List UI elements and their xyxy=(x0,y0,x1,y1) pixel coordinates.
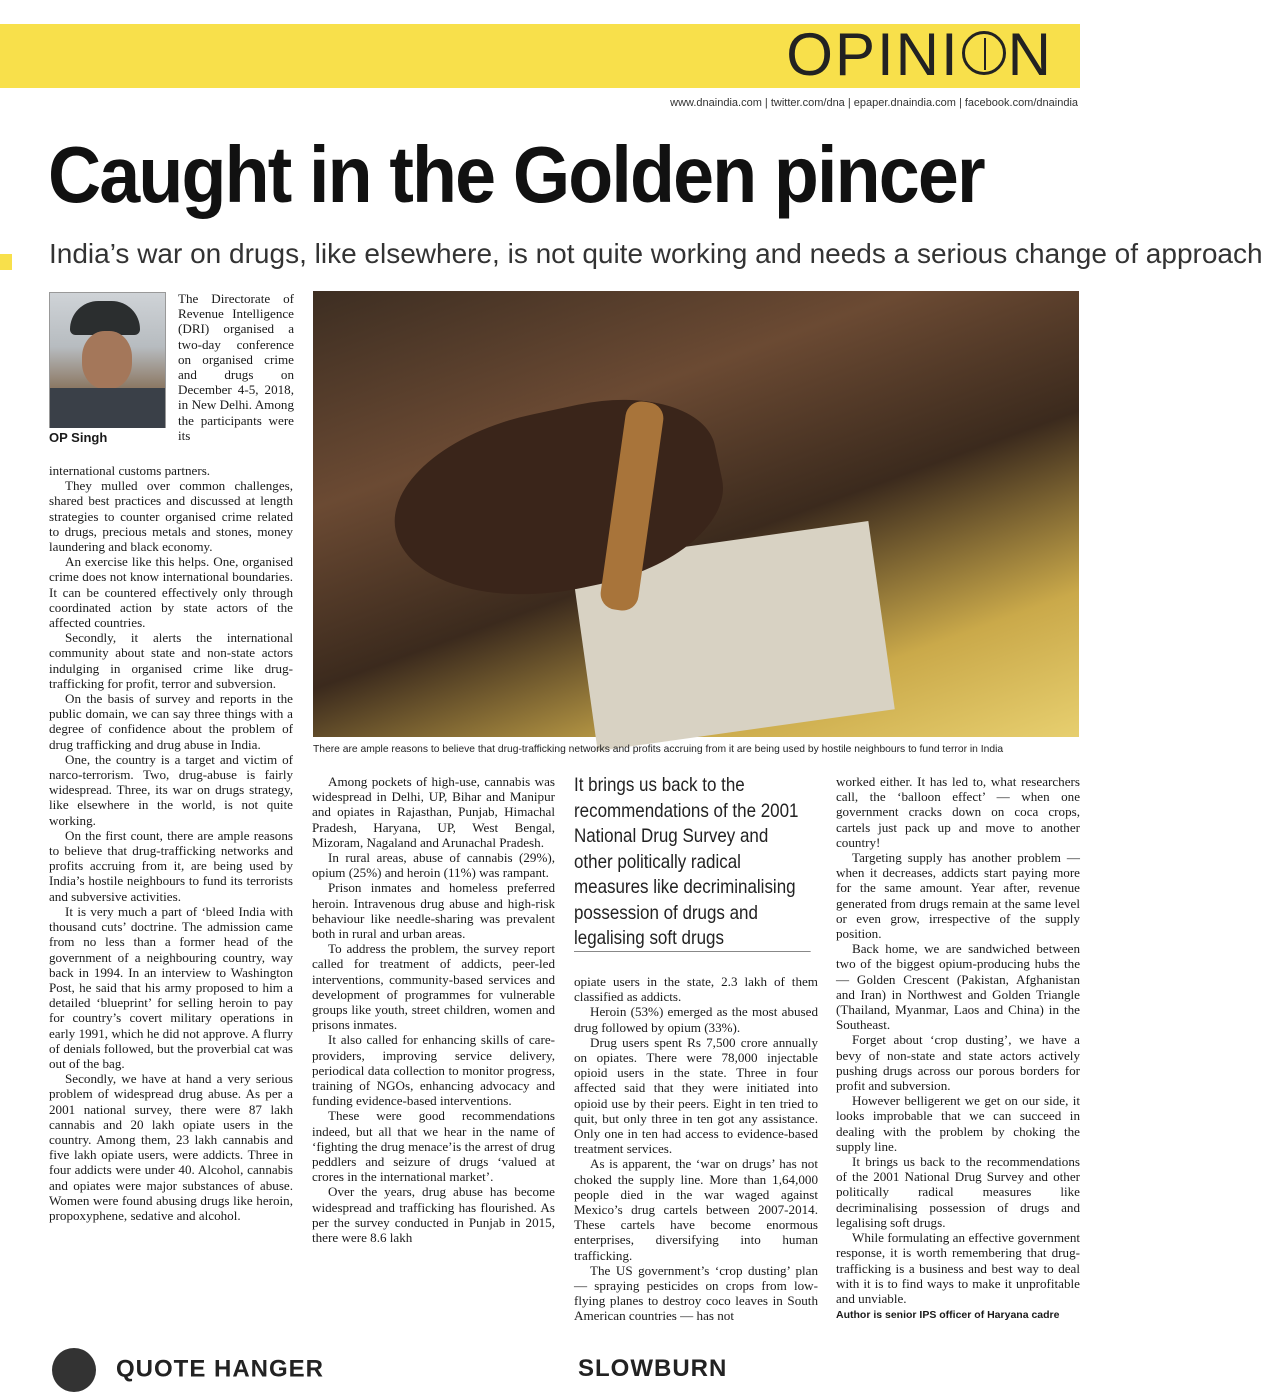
side-marker xyxy=(0,254,12,270)
photo-caption: There are ample reasons to believe that drug-trafficking networks and profits accruing from it are being used by hostile neighbours to fund terror in India xyxy=(313,744,1004,755)
brain-icon xyxy=(962,31,1006,75)
article-column-2: Among pockets of high-use, cannabis was widespread in Delhi, UP, Bihar and Manipur and opiates in Rajasthan, Punjab, Himachal Pradesh, Haryana, UP, West Bengal, Mizoram, Nagaland and Arunachal Pradesh. In rural areas, abuse of cannabis (29%), opium (25%) and heroin (11%) was rampant. Prison inmates and homeless preferred heroin. Intravenous drug abuse and high-risk behaviour like needle-sharing was prevalent both in rural and urban areas. To address the problem, the survey report called for treatment of addicts, peer-led interventions, community-based services and development of programmes for vulnerable groups like youth, street children, women and prisons inmates. It also called for enhancing skills of care-providers, improving service delivery, periodical data collection to monitor progress, training of NGOs, enhancing advocacy and funding evidence-based interventions. These were good recommendations indeed, but all that we hear in the name of ‘fighting the drug menace’is the arrest of drug peddlers and seizure of drugs ‘valued at crores in the international market’. Over the years, drug abuse has become widespread and trafficking has flourished. As per the survey conducted in Punjab in 2015, there were 8.6 lakh xyxy=(312,774,555,1246)
footer-quote-hanger: QUOTE HANGER xyxy=(52,1348,324,1392)
article-intro: The Directorate of Revenue Intelligence (DRI) organised a two-day conference on organised crime and drugs on December 4-5, 2018, in New Delhi. Among the participants were its xyxy=(178,291,294,443)
author-photo xyxy=(49,292,166,428)
pull-quote: It brings us back to the recommendations of the 2001 National Drug Survey and other politically radical measures like decriminalising possession of drugs and legalising soft drugs xyxy=(574,773,811,952)
article-column-4: worked either. It has led to, what researchers call, the ‘balloon effect’ — when one government cracks down on coca crops, cartels just pack up and move to another country! Targeting supply has another problem — when it decreases, addicts start paying more for the same amount. Year after, revenue generated from drugs remain at the same level or even grow, irrespective of the supply position. Back home, we are sandwiched between two of the biggest opium-producing hubs the — Golden Crescent (Pakistan, Afghanistan and Iran) in Northwest and Golden Triangle (Thailand, Myanmar, Laos and China) in the Southeast. Forget about ‘crop dusting’, we have a bevy of non-state and state actors actively pushing drugs across our porous borders for profit and subversion. However belligerent we get on our side, it looks improbable that we can succeed in dealing with the problem by choking the supply line. It brings us back to the recommendations of the 2001 National Drug Survey and other politically radical measures like decriminalising possession of drugs and legalising soft drugs. While formulating an effective government response, it is worth remembering that drug-trafficking is a business and best way to deal with it is to find ways to make it unprofitable and unviable. Author is senior IPS officer of Haryana cadre xyxy=(836,774,1080,1323)
web-links: www.dnaindia.com | twitter.com/dna | epaper.dnaindia.com | facebook.com/dnaindia xyxy=(670,97,1078,109)
subheadline: India’s war on drugs, like elsewhere, is not quite working and needs a serious change of approach xyxy=(49,238,1263,269)
author-byline: OP Singh xyxy=(49,430,108,445)
article-column-3: opiate users in the state, 2.3 lakh of them classified as addicts. Heroin (53%) emerged as the most abused drug followed by opium (33%). Drug users spent Rs 7,500 crore annually on opiates. There were 78,000 injectable opioid users in the state. Three in four affected said that they were initiated into opioid use by their peers. Eight in ten tried to quit, but only three in ten got any assistance. Only one in ten had access to evidence-based treatment services. As is apparent, the ‘war on drugs’ has not choked the supply line. More than 1,64,000 people died in the war waged against Mexico’s drug cartels between 2007-2014. These cartels have become enormous enterprises, diversifying into human trafficking. The US government’s ‘crop dusting’ plan — spraying pesticides on crops from low-flying planes to destroy coco leaves in South American countries — has not xyxy=(574,974,818,1324)
footer-slowburn: SLOWBURN xyxy=(578,1355,728,1382)
author-credit: Author is senior IPS officer of Haryana cadre xyxy=(836,1309,1060,1322)
twitter-bird-icon xyxy=(52,1348,96,1392)
article-column-1: international customs partners. They mulled over common challenges, shared best practices and discussed at length strategies to counter organised crime related to drugs, precious metals and stones, money laundering and black economy. An exercise like this helps. One, organised crime does not know international boundaries. It can be countered effectively only through coordinated action by state actors of the affected countries. Secondly, it alerts the international community about state and non-state actors indulging in organised crime like drug-trafficking for profit, terror and subversion. On the basis of survey and reports in the public domain, we can say three things with a degree of confidence about the problem of drug trafficking and drug abuse in India. One, the country is a target and victim of narco-terrorism. Two, drug-abuse is fairly widespread. Three, its war on drugs strategy, like elsewhere in the world, is not quite working. On the first count, there are ample reasons to believe that drug-trafficking networks and profits accruing from it, are being used by India’s hostile neighbours to fund its terrorists and subversive activities. It is very much a part of ‘bleed India with thousand cuts’ doctrine. The admission came from no less than a former head of the government of a neighbouring country, way back in 1994. In an interview to Washington Post, he said that his army proposed to him a detailed ‘blueprint’ for selling heroin to pay for country’s covert military operations in early 1991, which he did not approve. A flurry of denials followed, but the proverbial cat was out of the bag. Secondly, we have at hand a very serious problem of widespread drug abuse. As per a 2001 national survey, there were 87 lakh cannabis and 20 lakh opiate users in the country. Among them, 23 lakh cannabis and five lakh opiate users, were addicts. Three in four addicts were under 40. Alcohol, cannabis and opiates were major substances of abuse. Women were found abusing drugs like heroin, propoxyphene, sedative and alcohol. xyxy=(49,463,293,1223)
article-photo xyxy=(313,291,1079,737)
section-label: OPINI N xyxy=(786,21,1053,88)
headline: Caught in the Golden pincer xyxy=(48,130,984,219)
